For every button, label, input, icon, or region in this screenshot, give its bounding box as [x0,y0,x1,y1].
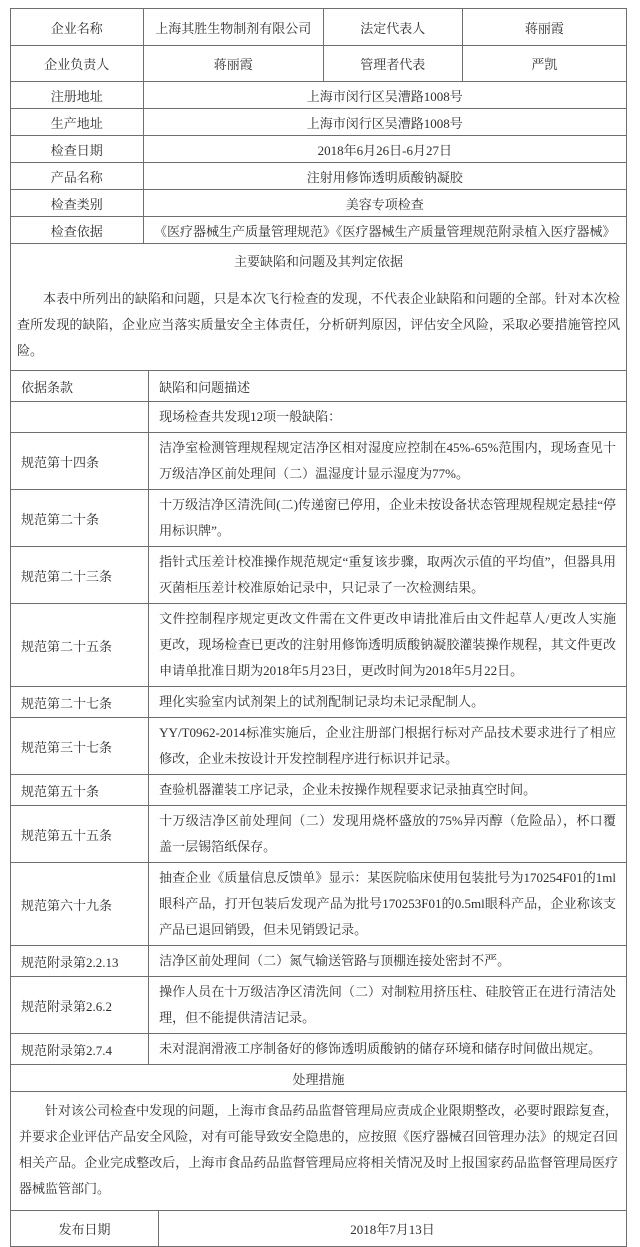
description-column-header: 缺陷和问题描述 [148,371,626,401]
defects-section-header [11,243,626,364]
field-value: 蒋丽霞 [462,9,626,45]
field-label: 检查依据 [50,223,103,239]
clause-cell: 规范第六十九条 [21,897,113,913]
defect-row [11,1033,626,1064]
defect-description: 查验机器灌装工序记录，企业未按操作规程要求记录抽真空时间。 [148,775,626,805]
field-label: 法定代表人 [323,9,462,45]
clause-cell: 规范第十四条 [21,454,100,470]
defect-row [11,489,626,546]
defect-row [11,774,626,805]
field-label: 注册地址 [50,88,103,104]
table-row [11,135,626,162]
field-label: 管理者代表 [323,46,462,81]
defect-row [11,945,626,976]
defect-row [11,603,626,686]
field-value: 上海市闵行区吴漕路1008号 [143,82,626,108]
defects-summary: 现场检查共发现12项一般缺陷： [148,402,626,432]
field-label: 生产地址 [50,115,103,131]
clause-cell: 规范第二十三条 [21,568,113,584]
clause-cell: 规范第二十条 [21,511,100,527]
field-value: 蒋丽霞 [143,46,323,81]
clause-cell: 规范附录第2.7.4 [21,1042,113,1058]
defect-description: 抽查企业《质量信息反馈单》显示：某医院临床使用包装批号为170254F01的1ml眼科产品，打开包装后发现产品为批号170253F01的0.5ml眼科产品，企业称该支产品已退回销毁，但未见销毁记录。 [148,863,626,945]
defect-row [11,432,626,489]
defect-description: 十万级洁净区清洗间(二)传递窗已停用，企业未按设备状态管理规程规定悬挂“停用标识牌”。 [148,490,626,546]
defect-description: 文件控制程序规定更改文件需在文件更改申请批准后由文件起草人/更改人实施更改，现场检查已更改的注射用修饰透明质酸钠凝胶灌装操作规程，其文件更改申请单批准日期为2018年5月23日，更改时间为2018年5月22日。 [148,604,626,686]
defects-intro-paragraph: 本表中所列出的缺陷和问题，只是本次飞行检查的发现，不代表企业缺陷和问题的全部。针对本次检查所发现的缺陷，企业应当落实质量安全主体责任，分析研判原因，评估安全风险，采取必要措施管控风险。 [17,291,620,358]
defect-description: 洁净室检测管理规程规定洁净区相对湿度应控制在45%-65%范围内，现场查见十万级洁净区前处理间（二）温湿度计显示湿度为77%。 [148,433,626,489]
defects-header-row [11,370,626,401]
defect-row [11,546,626,603]
clause-cell: 规范第二十五条 [21,638,113,654]
table-row [11,189,626,216]
table-row [11,81,626,108]
defect-description: 操作人员在十万级洁净区清洗间（二）对制粒用挤压柱、硅胶管正在进行清洁处理，但不能提供清洁记录。 [148,977,626,1033]
table-row [11,216,626,243]
defect-row [11,717,626,774]
table-row [11,108,626,135]
defect-description: 指针式压差计校准操作规范规定“重复该步骤，取两次示值的平均值”，但器具用灭菌柜压差计校准原始记录中，只记录了一次检测结果。 [148,547,626,603]
defect-description: 洁净区前处理间（二）氮气输送管路与顶棚连接处密封不严。 [148,946,626,976]
field-label: 企业负责人 [44,57,110,72]
clause-cell: 规范第五十条 [21,783,100,799]
publish-date-row [11,1210,626,1246]
defect-row [11,862,626,945]
clause-cell: 规范第三十七条 [21,739,113,755]
field-label: 企业名称 [50,20,103,36]
measures-paragraph: 针对该公司检查中发现的问题，上海市食品药品监督管理局应责成企业限期整改，必要时跟踪复查，并要求企业评估产品安全风险，对有可能导致安全隐患的，应按照《医疗器械召回管理办法》的规定召回相关产品。企业完成整改后，上海市食品药品监督管理局应将相关情况及时上报国家药品监督管理局医疗器械监管部门。 [19,1103,618,1196]
defect-description: 十万级洁净区前处理间（二）发现用烧杯盛放的75%异丙醇（危险品），杯口覆盖一层锡箔纸保存。 [148,806,626,862]
field-value: 上海其胜生物制剂有限公司 [143,9,323,45]
defect-row [11,805,626,862]
field-value: 2018年6月26日-6月27日 [143,136,626,162]
field-value: 严凯 [462,46,626,81]
field-value: 注射用修饰透明质酸钠凝胶 [143,163,626,189]
measures-section-title: 处理措施 [11,1064,626,1091]
field-label: 检查类别 [50,196,103,212]
table-row [11,162,626,189]
defect-row [11,686,626,717]
defects-section-title: 主要缺陷和问题及其判定依据 [233,254,403,269]
clause-cell: 规范附录第2.2.13 [21,954,119,970]
defect-row [11,976,626,1033]
publish-date-label: 发布日期 [58,1222,111,1237]
field-label: 检查日期 [50,142,103,158]
field-value: 美容专项检查 [143,190,626,216]
table-row [11,45,626,81]
publish-date-value: 2018年7月13日 [158,1211,626,1246]
clause-cell: 规范第五十五条 [21,827,113,843]
clause-cell: 规范附录第2.6.2 [21,998,113,1014]
field-value: 《医疗器械生产质量管理规范》《医疗器械生产质量管理规范附录植入医疗器械》 [143,217,626,243]
inspection-report-table [10,8,627,1247]
clause-cell: 规范第二十七条 [21,695,113,711]
table-row [11,9,626,45]
field-value: 上海市闵行区吴漕路1008号 [143,109,626,135]
clause-cell [11,402,148,432]
field-label: 产品名称 [50,169,103,185]
defects-summary-row [11,401,626,432]
defect-description: YY/T0962-2014标准实施后，企业注册部门根据行标对产品技术要求进行了相应修改，企业未按设计开发控制程序进行标识并记录。 [148,718,626,774]
clause-column-header: 依据条款 [21,379,74,395]
measures-section-body [11,1091,626,1202]
defect-description: 未对混润滑液工序制备好的修饰透明质酸钠的储存环境和储存时间做出规定。 [148,1034,626,1064]
defect-description: 理化实验室内试剂架上的试剂配制记录均未记录配制人。 [148,687,626,717]
